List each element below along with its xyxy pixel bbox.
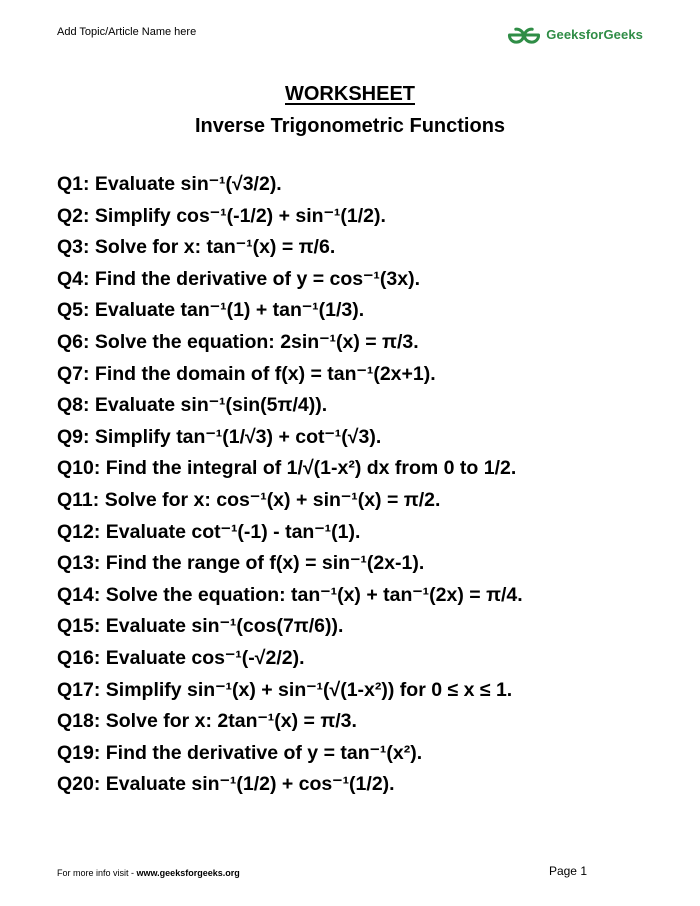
question-item: Q13: Find the range of f(x) = sin⁻¹(2x-1). [57, 552, 425, 575]
question-item: Q14: Solve the equation: tan⁻¹(x) + tan⁻¹(2x) = π/4. [57, 583, 523, 606]
question-item: Q1: Evaluate sin⁻¹(√3/2). [57, 173, 282, 195]
brand-name: GeeksforGeeks [546, 27, 643, 42]
brand-logo [507, 26, 643, 44]
footer-url-link[interactable]: www.geeksforgeeks.org [136, 868, 240, 878]
question-item: Q11: Solve for x: cos⁻¹(x) + sin⁻¹(x) = π/2. [57, 488, 441, 511]
question-item: Q5: Evaluate tan⁻¹(1) + tan⁻¹(1/3). [57, 299, 365, 322]
page-number: Page 1 [548, 864, 587, 878]
question-item: Q9: Simplify tan⁻¹(1/√3) + cot⁻¹(√3). [57, 425, 382, 448]
worksheet-title: WORKSHEET [285, 83, 415, 105]
footer-info-prefix: For more info visit - [57, 868, 137, 878]
question-item: Q3: Solve for x: tan⁻¹(x) = π/6. [57, 236, 336, 259]
question-item: Q12: Evaluate cot⁻¹(-1) - tan⁻¹(1). [57, 520, 361, 543]
question-list [57, 169, 677, 801]
question-item: Q8: Evaluate sin⁻¹(sin(5π/4)). [57, 394, 328, 417]
worksheet-subtitle: Inverse Trigonometric Functions [194, 115, 506, 137]
footer-info [57, 867, 240, 879]
question-item: Q20: Evaluate sin⁻¹(1/2) + cos⁻¹(1/2). [57, 773, 395, 796]
question-item: Q7: Find the domain of f(x) = tan⁻¹(2x+1). [57, 362, 436, 385]
question-item: Q19: Find the derivative of y = tan⁻¹(x²). [57, 741, 423, 764]
topic-name-placeholder: Add Topic/Article Name here [57, 26, 197, 38]
question-item: Q18: Solve for x: 2tan⁻¹(x) = π/3. [57, 710, 357, 733]
question-item: Q17: Simplify sin⁻¹(x) + sin⁻¹(√(1-x²)) for 0 ≤ x ≤ 1. [57, 678, 513, 701]
question-item: Q16: Evaluate cos⁻¹(-√2/2). [57, 646, 305, 669]
question-item: Q6: Solve the equation: 2sin⁻¹(x) = π/3. [57, 330, 419, 353]
question-item: Q4: Find the derivative of y = cos⁻¹(3x). [57, 267, 421, 290]
geeksforgeeks-logo-icon [507, 26, 541, 44]
question-item: Q10: Find the integral of 1/√(1-x²) dx from 0 to 1/2. [57, 457, 517, 480]
question-item: Q2: Simplify cos⁻¹(-1/2) + sin⁻¹(1/2). [57, 204, 386, 227]
question-item: Q15: Evaluate sin⁻¹(cos(7π/6)). [57, 615, 344, 638]
